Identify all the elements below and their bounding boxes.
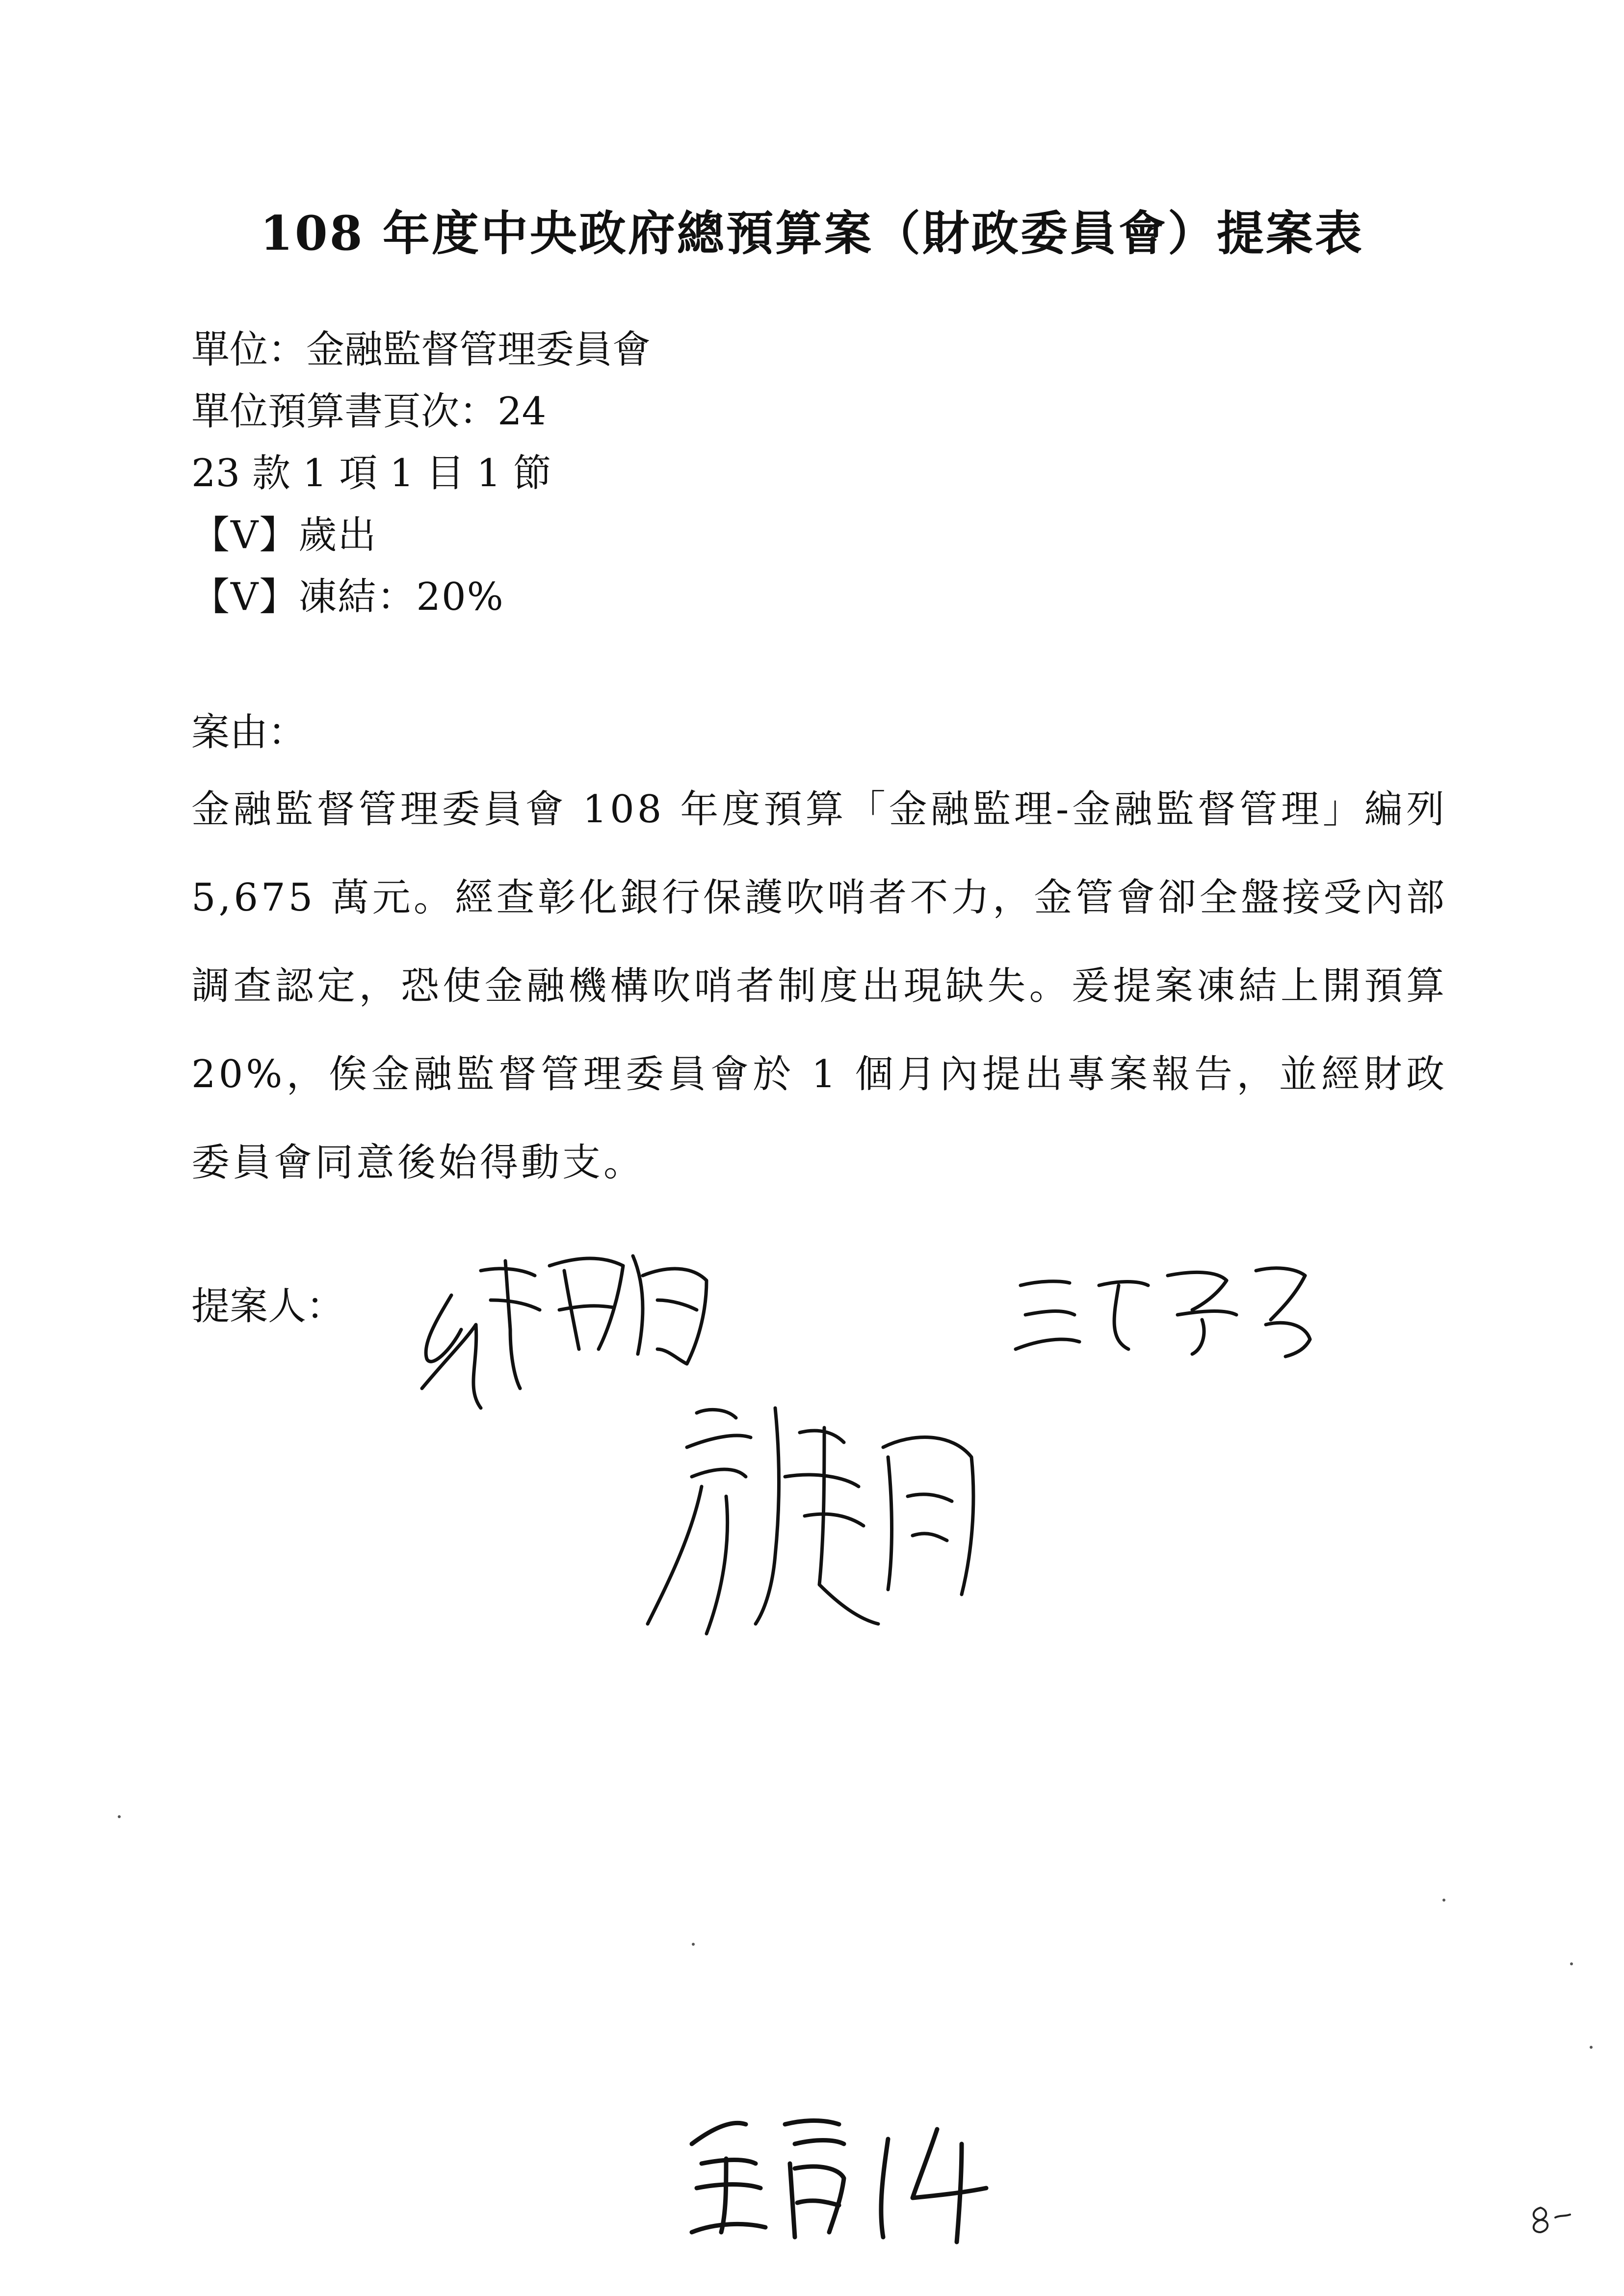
budget-page-line: 單位預算書頁次：24: [191, 390, 547, 434]
page-number-mark: [1526, 2198, 1585, 2237]
signature-drawing: [393, 1202, 1374, 1693]
handwritten-mark-drawing: [672, 2100, 1016, 2247]
unit-line: 單位：金融監督管理委員會: [191, 328, 651, 372]
item-line: 23 款 1 項 1 目 1 節: [191, 451, 551, 496]
scan-speck: [1442, 1899, 1445, 1902]
expenditure-line: 【V】歲出: [191, 513, 377, 557]
freeze-line: 【V】凍結：20%: [191, 575, 504, 619]
scan-speck: [1590, 2046, 1593, 2049]
scan-speck: [118, 1815, 121, 1818]
scan-speck: [1570, 1962, 1573, 1965]
reason-label: 案由：: [191, 710, 307, 755]
document-title: 108 年度中央政府總預算案（財政委員會）提案表: [260, 206, 1364, 261]
page-number-drawing: [1526, 2198, 1585, 2237]
scan-speck: [692, 1943, 695, 1946]
reason-text: 金融監督管理委員會 108 年度預算「金融監理-金融監督管理」編列5,675 萬元。經查彰化銀行保護吹哨者不力，金管會卻全盤接受內部調查認定，恐使金融機構吹哨者制度出現缺失。爰提案凍結上開預算20%，俟金融監督管理委員會於 1 個月內提出專案報告，並經財政委員會同意後始得動支。: [191, 787, 1447, 1185]
document-meta: [191, 319, 651, 628]
signature-block: [393, 1202, 1374, 1693]
handwritten-file-mark: [672, 2100, 1016, 2247]
signature-2-strokes: [1016, 1268, 1310, 1357]
signature-3-strokes: [648, 1408, 973, 1634]
signature-1-strokes: [422, 1256, 707, 1408]
proposer-label: 提案人：: [191, 1284, 345, 1329]
